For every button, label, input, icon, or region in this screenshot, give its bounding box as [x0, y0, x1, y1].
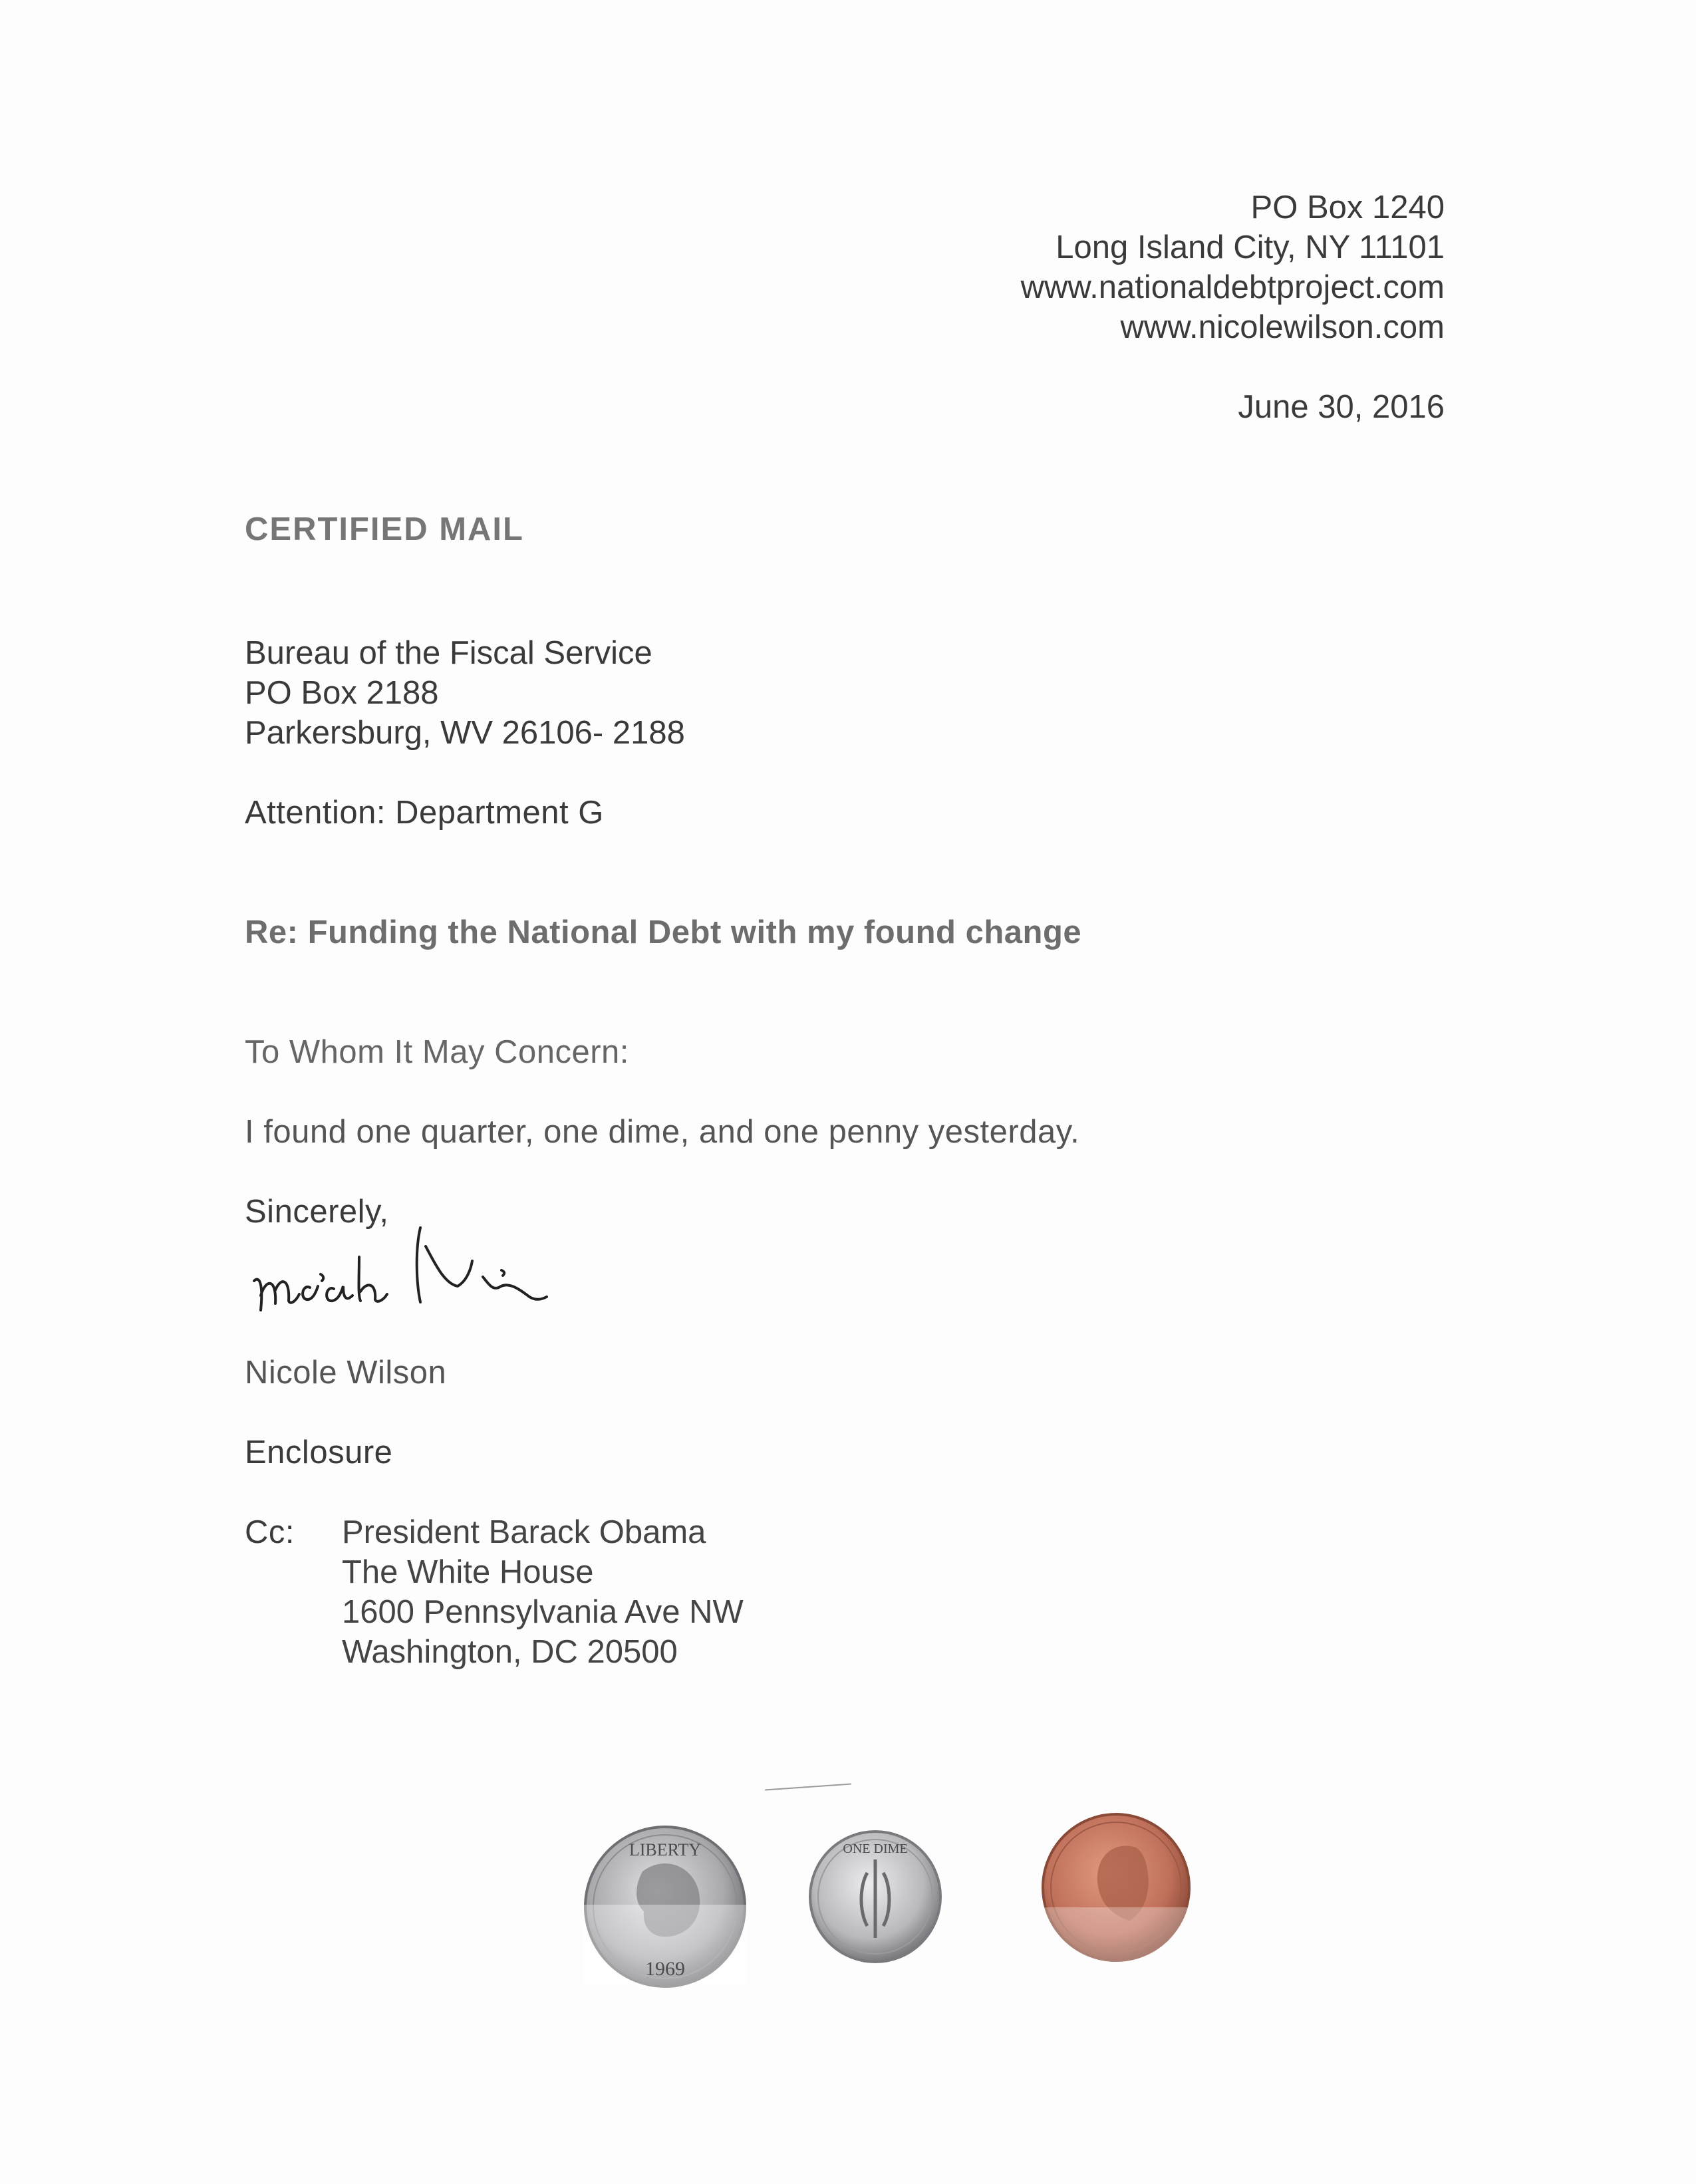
website-link: www.nationaldebtproject.com	[1020, 269, 1445, 305]
quarter-year: 1969	[645, 1958, 685, 1980]
dime-coin-image	[806, 1826, 944, 1967]
tape-edge	[765, 1783, 851, 1790]
cc-line: Washington, DC 20500	[342, 1634, 678, 1670]
cc-recipient	[342, 1512, 744, 1672]
dime-legend: ONE DIME	[843, 1842, 908, 1856]
salutation: To Whom It May Concern:	[245, 1034, 629, 1070]
signer-name: Nicole Wilson	[245, 1355, 447, 1391]
quarter-legend: LIBERTY	[629, 1840, 702, 1859]
cc-line: President Barack Obama	[342, 1514, 706, 1550]
website-link: www.nicolewilson.com	[1120, 309, 1445, 345]
subject-line: Re: Funding the National Debt with my found change	[245, 914, 1082, 950]
enclosure-note: Enclosure	[245, 1434, 393, 1470]
cc-line: 1600 Pennsylvania Ave NW	[342, 1594, 744, 1630]
closing: Sincerely,	[245, 1194, 389, 1230]
return-address-line: PO Box 1240	[1250, 190, 1445, 225]
return-address-line: Long Island City, NY 11101	[1056, 229, 1445, 265]
attention-line: Attention: Department G	[245, 795, 604, 831]
penny-coin-image	[1036, 1808, 1196, 1967]
recipient-line: Parkersburg, WV 26106- 2188	[245, 715, 685, 751]
recipient-line: Bureau of the Fiscal Service	[245, 635, 652, 671]
cc-line: The White House	[342, 1554, 594, 1590]
cc-label: Cc:	[245, 1514, 295, 1550]
quarter-coin-image	[569, 1825, 761, 1988]
certified-mail-label: CERTIFIED MAIL	[245, 511, 524, 547]
letter-date: June 30, 2016	[1238, 389, 1445, 425]
recipient-address	[245, 633, 685, 753]
letter-body: I found one quarter, one dime, and one penny yesterday.	[245, 1114, 1080, 1150]
handwritten-signature	[246, 1217, 619, 1337]
recipient-line: PO Box 2188	[245, 675, 439, 711]
return-address	[1021, 188, 1445, 347]
